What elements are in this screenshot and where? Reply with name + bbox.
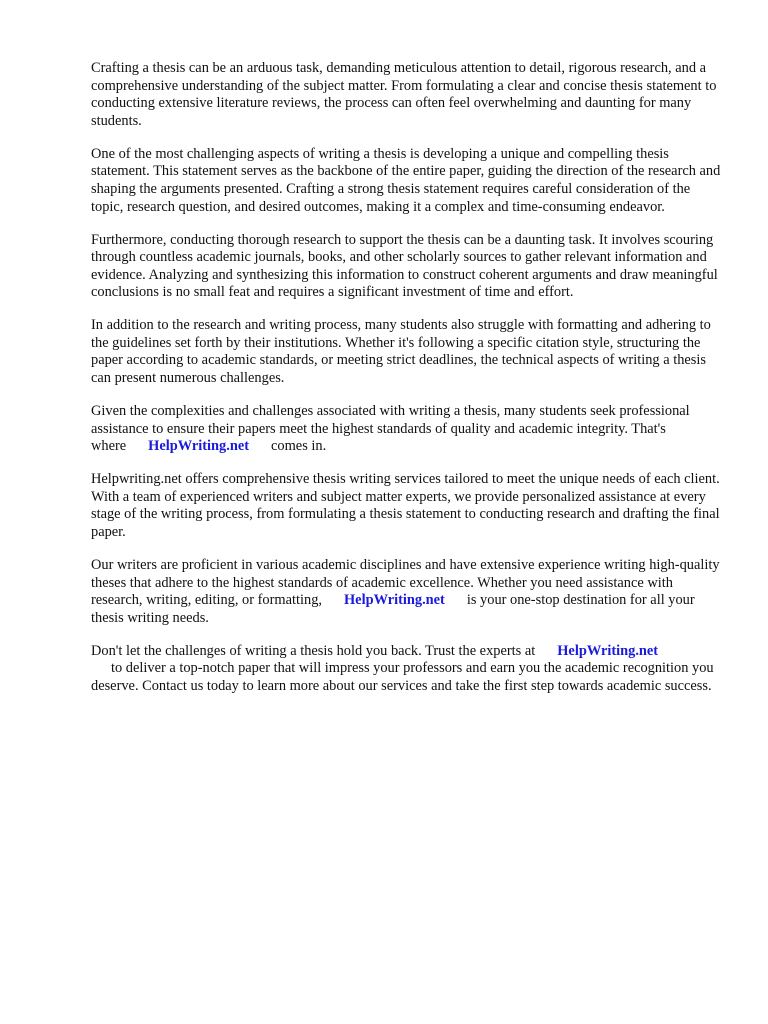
paragraph-assistance [91, 403, 725, 456]
helpwriting-link-3[interactable]: HelpWriting.net [557, 642, 659, 659]
helpwriting-link-2[interactable]: HelpWriting.net [343, 592, 445, 609]
paragraph-intro: Crafting a thesis can be an arduous task, demanding meticulous attention to detail, rigorous research, and a comprehensive understanding of the subject matter. From formulating a clear and concise thesis statement to conducting extensive literature reviews, the process can often feel overwhelming and daunting for many students. [91, 60, 717, 129]
paragraph-assistance-text: Given the complexities and challenges associated with writing a thesis, many students seek professional assistance to ensure their papers meet the highest standards of quality and academic integrity. That's where [91, 403, 690, 455]
paragraph-research: Furthermore, conducting thorough research to support the thesis can be a daunting task. It involves scouring through countless academic journals, books, and other scholarly sources to gather relevant information and evidence. Analyzing and synthesizing this information to construct coherent arguments and draw meaningful conclusions is no small feat and requires a significant investment of time and effort. [91, 231, 718, 301]
paragraph-writers-tail: is your one-stop destination for all your thesis writing needs. [91, 592, 695, 626]
paragraph-writers [91, 557, 725, 627]
paragraph-closing-tail: to deliver a top-notch paper that will impress your professors and earn you the academic recognition you deserve. Contact us today to learn more about our services and take the first step towards academic success. [91, 660, 714, 694]
paragraph-closing [91, 643, 725, 696]
paragraph-assistance-tail: comes in. [271, 438, 327, 455]
paragraph-formatting: In addition to the research and writing process, many students also struggle with formatting and adhering to the guidelines set forth by their institutions. Whether it's following a specific citation style, structuring the paper according to academic standards, or meeting strict deadlines, the technical aspects of writing a thesis can present numerous challenges. [91, 317, 711, 387]
paragraph-writers-text: Our writers are proficient in various academic disciplines and have extensive experience writing high-quality theses that adhere to the highest standards of academic excellence. Whether you need assistance with research, writing, editing, or formatting, [91, 557, 720, 609]
paragraph-services: Helpwriting.net offers comprehensive thesis writing services tailored to meet the unique needs of each client. With a team of experienced writers and subject matter experts, we provide personalized assistance at every stage of the writing process, from formulating a thesis statement to conducting research and drafting the final paper. [91, 471, 720, 541]
document-body [91, 60, 725, 711]
paragraph-thesis-statement: One of the most challenging aspects of writing a thesis is developing a unique and compelling thesis statement. This statement serves as the backbone of the entire paper, guiding the direction of the research and shaping the arguments presented. Crafting a strong thesis statement requires careful consideration of the topic, research question, and desired outcomes, making it a complex and time-consuming endeavor. [91, 145, 721, 215]
helpwriting-link-1[interactable]: HelpWriting.net [148, 438, 250, 455]
paragraph-closing-text: Don't let the challenges of writing a thesis hold you back. Trust the experts at [91, 642, 536, 659]
